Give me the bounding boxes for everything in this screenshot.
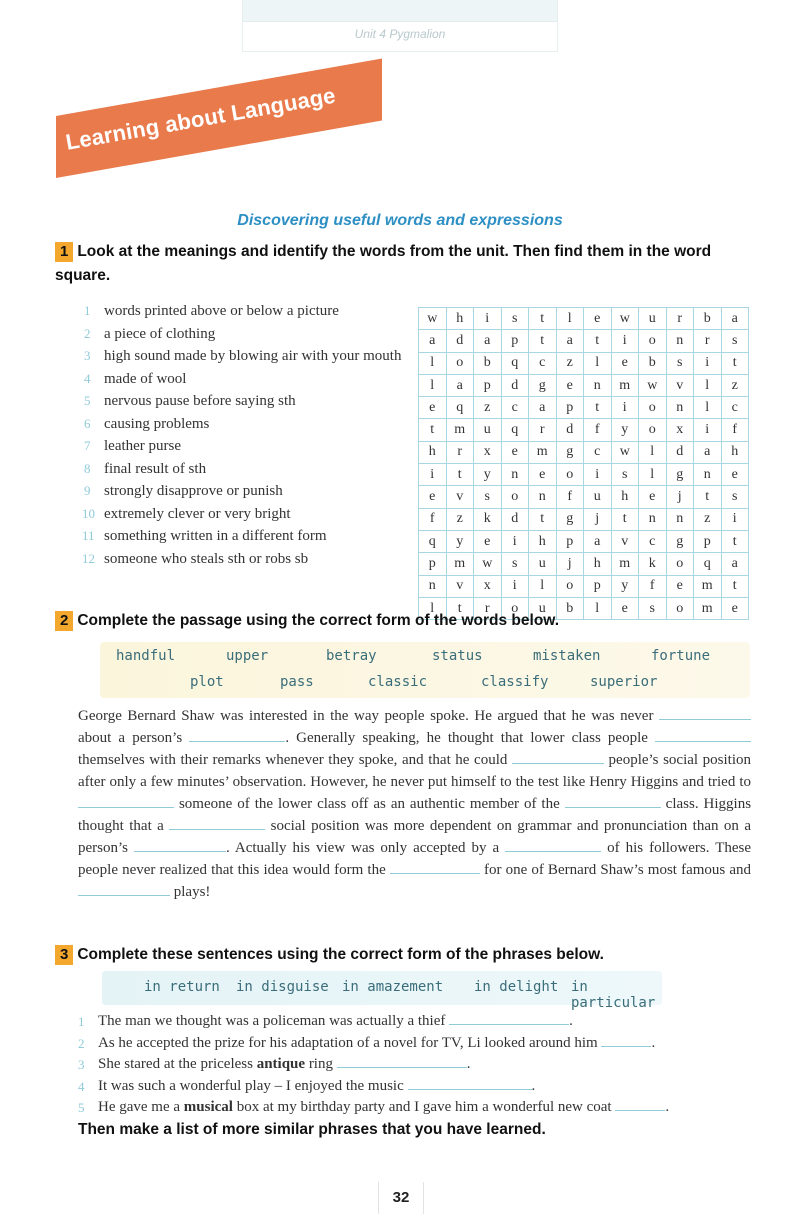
grid-cell[interactable]: n	[584, 374, 612, 396]
grid-cell[interactable]: k	[474, 508, 502, 530]
grid-cell[interactable]: w	[611, 308, 639, 330]
word-bank-item: superior	[590, 674, 658, 690]
grid-cell[interactable]: d	[501, 374, 529, 396]
grid-cell[interactable]: s	[721, 486, 749, 508]
grid-cell[interactable]: l	[639, 441, 667, 463]
grid-cell[interactable]: e	[419, 486, 447, 508]
grid-cell[interactable]: t	[721, 575, 749, 597]
grid-cell[interactable]: e	[721, 597, 749, 619]
word-bank	[100, 642, 750, 698]
grid-cell[interactable]: l	[694, 374, 722, 396]
grid-row	[419, 530, 749, 552]
list-item: 8 final result of sth	[84, 460, 207, 477]
answer-blank[interactable]	[601, 1033, 651, 1047]
grid-cell[interactable]: l	[556, 308, 584, 330]
grid-cell[interactable]: s	[501, 308, 529, 330]
section-subheading: Discovering useful words and expressions	[237, 212, 563, 229]
list-item: 4 It was such a wonderful play – I enjoyed the music .	[78, 1077, 536, 1094]
grid-cell[interactable]: n	[694, 464, 722, 486]
grid-cell[interactable]: h	[584, 553, 612, 575]
grid-cell[interactable]: l	[584, 352, 612, 374]
unit-title: Unit 4 Pygmalion	[354, 27, 446, 41]
grid-cell[interactable]: r	[666, 308, 694, 330]
grid-cell[interactable]: e	[721, 464, 749, 486]
answer-blank[interactable]	[390, 860, 480, 874]
grid-cell[interactable]: s	[474, 486, 502, 508]
grid-cell[interactable]: i	[419, 464, 447, 486]
answer-blank[interactable]	[449, 1011, 569, 1025]
phrase-bank-item: in return	[144, 979, 220, 995]
grid-cell[interactable]: t	[584, 397, 612, 419]
grid-cell[interactable]: e	[639, 486, 667, 508]
grid-cell[interactable]: g	[666, 530, 694, 552]
grid-cell[interactable]: w	[419, 308, 447, 330]
answer-blank[interactable]	[408, 1076, 532, 1090]
grid-cell[interactable]: l	[419, 597, 447, 619]
phrase-bank-item: in particular	[571, 979, 656, 1011]
answer-blank[interactable]	[134, 838, 226, 852]
answer-blank[interactable]	[189, 728, 285, 742]
grid-cell[interactable]: y	[611, 575, 639, 597]
grid-cell[interactable]: m	[446, 553, 474, 575]
grid-cell[interactable]: o	[639, 419, 667, 441]
grid-cell[interactable]: o	[639, 397, 667, 419]
grid-cell[interactable]: n	[666, 397, 694, 419]
grid-row	[419, 374, 749, 396]
grid-cell[interactable]: h	[529, 530, 557, 552]
grid-cell[interactable]: p	[419, 553, 447, 575]
grid-cell[interactable]: l	[529, 575, 557, 597]
grid-cell[interactable]: h	[611, 486, 639, 508]
grid-cell[interactable]: e	[474, 530, 502, 552]
list-item: 2 a piece of clothing	[84, 325, 216, 342]
followup-instruction: Then make a list of more similar phrases that you have learned.	[78, 1121, 546, 1138]
grid-row	[419, 575, 749, 597]
grid-cell[interactable]: l	[419, 352, 447, 374]
grid-cell[interactable]: c	[721, 397, 749, 419]
grid-cell[interactable]: l	[419, 374, 447, 396]
grid-cell[interactable]: h	[721, 441, 749, 463]
grid-cell[interactable]: f	[419, 508, 447, 530]
list-item: 4 made of wool	[84, 370, 187, 387]
question-3-heading	[55, 943, 604, 967]
grid-cell[interactable]: l	[584, 597, 612, 619]
list-item: 11 something written in a different form	[82, 528, 327, 544]
banner-title: Learning about Language	[63, 82, 338, 155]
question-1-heading	[55, 240, 755, 288]
grid-cell[interactable]: a	[419, 330, 447, 352]
answer-blank[interactable]	[78, 794, 174, 808]
word-bank-item: classify	[481, 674, 549, 690]
grid-cell[interactable]: n	[666, 330, 694, 352]
grid-cell[interactable]: n	[419, 575, 447, 597]
list-item: 5 He gave me a musical box at my birthday party and I gave him a wonderful new coat .	[78, 1099, 670, 1115]
grid-cell[interactable]: y	[474, 464, 502, 486]
page-number: 32	[378, 1182, 424, 1214]
grid-cell[interactable]: o	[556, 575, 584, 597]
grid-cell[interactable]: n	[666, 508, 694, 530]
grid-cell[interactable]: a	[694, 441, 722, 463]
word-square	[418, 307, 749, 620]
grid-cell[interactable]: f	[556, 486, 584, 508]
list-item: 1 words printed above or below a picture	[84, 303, 339, 319]
grid-cell[interactable]: e	[611, 352, 639, 374]
grid-cell[interactable]: i	[501, 530, 529, 552]
grid-cell[interactable]: z	[556, 352, 584, 374]
question-number: 2	[55, 611, 73, 631]
grid-cell[interactable]: h	[419, 441, 447, 463]
grid-cell[interactable]: e	[556, 374, 584, 396]
grid-cell[interactable]: g	[529, 374, 557, 396]
word-bank-item: classic	[368, 674, 428, 690]
grid-row	[419, 330, 749, 352]
grid-cell[interactable]: g	[666, 464, 694, 486]
phrase-bank-item: in delight	[474, 979, 559, 995]
grid-cell[interactable]: r	[446, 441, 474, 463]
word-bank-item: betray	[326, 648, 377, 664]
grid-cell[interactable]: s	[639, 597, 667, 619]
grid-cell[interactable]: i	[694, 419, 722, 441]
grid-cell[interactable]: e	[584, 308, 612, 330]
grid-cell[interactable]: o	[501, 486, 529, 508]
grid-cell[interactable]: a	[474, 330, 502, 352]
grid-cell[interactable]: a	[556, 330, 584, 352]
grid-cell[interactable]: z	[474, 397, 502, 419]
grid-row	[419, 352, 749, 374]
grid-cell[interactable]: p	[474, 374, 502, 396]
word-bank-item: handful	[116, 648, 176, 664]
grid-cell[interactable]: i	[721, 508, 749, 530]
grid-cell[interactable]: z	[721, 374, 749, 396]
answer-blank[interactable]	[337, 1054, 467, 1068]
list-item: 7 leather purse	[84, 438, 182, 454]
grid-cell[interactable]: t	[694, 486, 722, 508]
grid-cell[interactable]: c	[584, 441, 612, 463]
grid-cell[interactable]: v	[446, 486, 474, 508]
grid-cell[interactable]: d	[501, 508, 529, 530]
grid-cell[interactable]: o	[639, 330, 667, 352]
grid-cell[interactable]: t	[529, 508, 557, 530]
list-item: 9 strongly disapprove or punish	[84, 483, 283, 499]
meanings-list	[84, 300, 414, 570]
grid-cell[interactable]: s	[611, 464, 639, 486]
grid-cell[interactable]: i	[611, 330, 639, 352]
grid-cell[interactable]: o	[501, 597, 529, 619]
grid-cell[interactable]: q	[419, 530, 447, 552]
grid-cell[interactable]: i	[501, 575, 529, 597]
grid-cell[interactable]: i	[474, 308, 502, 330]
grid-cell[interactable]: n	[501, 464, 529, 486]
grid-cell[interactable]: w	[474, 553, 502, 575]
question-number: 3	[55, 945, 73, 965]
grid-cell[interactable]: z	[694, 508, 722, 530]
grid-cell[interactable]: x	[474, 441, 502, 463]
answer-blank[interactable]	[512, 750, 604, 764]
grid-cell[interactable]: t	[584, 330, 612, 352]
grid-cell[interactable]: x	[474, 575, 502, 597]
grid-cell[interactable]: d	[446, 330, 474, 352]
question-number: 1	[55, 242, 73, 262]
grid-cell[interactable]: d	[556, 419, 584, 441]
answer-blank[interactable]	[78, 882, 170, 896]
grid-cell[interactable]: d	[666, 441, 694, 463]
grid-cell[interactable]: j	[556, 553, 584, 575]
sentence-list	[78, 1011, 753, 1119]
phrase-bank-item: in amazement	[342, 979, 444, 995]
header-strip	[243, 0, 557, 22]
list-item: 10 extremely clever or very bright	[82, 505, 291, 522]
grid-cell[interactable]: i	[694, 352, 722, 374]
grid-cell[interactable]: q	[501, 419, 529, 441]
grid-cell[interactable]: u	[529, 553, 557, 575]
grid-cell[interactable]: f	[639, 575, 667, 597]
grid-cell[interactable]: e	[611, 597, 639, 619]
grid-cell[interactable]: f	[584, 419, 612, 441]
grid-cell[interactable]: o	[666, 597, 694, 619]
phrase-bank	[102, 971, 662, 1011]
grid-cell[interactable]: a	[529, 397, 557, 419]
question-instruction: Complete the passage using the correct form of the words below.	[77, 612, 560, 629]
grid-row	[419, 441, 749, 463]
answer-blank[interactable]	[505, 838, 601, 852]
grid-cell[interactable]: r	[474, 597, 502, 619]
grid-cell[interactable]: y	[446, 530, 474, 552]
grid-cell[interactable]: m	[529, 441, 557, 463]
grid-cell[interactable]: n	[639, 508, 667, 530]
grid-cell[interactable]: b	[556, 597, 584, 619]
list-item: 2 As he accepted the prize for his adaptation of a novel for TV, Li looked around him .	[78, 1034, 656, 1051]
grid-cell[interactable]: l	[694, 397, 722, 419]
grid-cell[interactable]: v	[611, 530, 639, 552]
grid-cell[interactable]: r	[694, 330, 722, 352]
grid-cell[interactable]: y	[611, 419, 639, 441]
grid-cell[interactable]: p	[694, 530, 722, 552]
grid-cell[interactable]: i	[584, 464, 612, 486]
grid-cell[interactable]: m	[694, 597, 722, 619]
grid-cell[interactable]: u	[584, 486, 612, 508]
grid-cell[interactable]: t	[529, 330, 557, 352]
grid-cell[interactable]: s	[666, 352, 694, 374]
section-banner	[56, 82, 382, 190]
grid-row	[419, 419, 749, 441]
grid-cell[interactable]: a	[721, 308, 749, 330]
grid-cell[interactable]: t	[721, 530, 749, 552]
grid-cell[interactable]: s	[501, 553, 529, 575]
grid-cell[interactable]: o	[446, 352, 474, 374]
grid-cell[interactable]: p	[556, 397, 584, 419]
grid-cell[interactable]: t	[721, 352, 749, 374]
passage: George Bernard Shaw was interested in the way people spoke. He argued that he was never about a person’s . Generally speaking, he thought that lower class people themselves with their remarks whenever they spoke, and that he could people’s social position after only a few minutes’ observation. However, he never put himself to the test like Henry Higgins and tried to someone of the lower class off as an authentic member of the class. Higgins thought that a social position was more dependent on grammar and pronunciation than on a person’s . Actually his view was only accepted by a of his followers. These people never realized that this idea would form the for one of Bernard Shaw’s most famous and plays!	[78, 708, 752, 900]
grid-cell[interactable]: v	[446, 575, 474, 597]
grid-cell[interactable]: a	[446, 374, 474, 396]
grid-cell[interactable]: r	[529, 419, 557, 441]
word-bank-item: plot	[190, 674, 224, 690]
grid-row	[419, 464, 749, 486]
question-instruction: Complete these sentences using the correct form of the phrases below.	[77, 946, 604, 963]
answer-blank[interactable]	[615, 1097, 665, 1111]
word-bank-item: fortune	[651, 648, 711, 664]
grid-cell[interactable]: h	[446, 308, 474, 330]
grid-cell[interactable]: t	[446, 464, 474, 486]
grid-cell[interactable]: q	[501, 352, 529, 374]
grid-cell[interactable]: e	[419, 397, 447, 419]
grid-cell[interactable]: f	[721, 419, 749, 441]
word-bank-item: mistaken	[533, 648, 601, 664]
grid-cell[interactable]: p	[501, 330, 529, 352]
grid-cell[interactable]: j	[666, 486, 694, 508]
grid-cell[interactable]: c	[501, 397, 529, 419]
grid-cell[interactable]: j	[584, 508, 612, 530]
grid-cell[interactable]: q	[694, 553, 722, 575]
answer-blank[interactable]	[565, 794, 661, 808]
grid-cell[interactable]: e	[501, 441, 529, 463]
answer-blank[interactable]	[655, 728, 751, 742]
grid-cell[interactable]: o	[666, 553, 694, 575]
grid-cell[interactable]: l	[639, 464, 667, 486]
grid-cell[interactable]: p	[584, 575, 612, 597]
grid-cell[interactable]: c	[529, 352, 557, 374]
grid-cell[interactable]: u	[639, 308, 667, 330]
grid-cell[interactable]: g	[556, 441, 584, 463]
grid-cell[interactable]: o	[556, 464, 584, 486]
grid-cell[interactable]: w	[639, 374, 667, 396]
grid-cell[interactable]: m	[611, 374, 639, 396]
grid-cell[interactable]: b	[694, 308, 722, 330]
word-bank-item: pass	[280, 674, 314, 690]
grid-cell[interactable]: x	[666, 419, 694, 441]
grid-cell[interactable]: u	[474, 419, 502, 441]
grid-cell[interactable]: q	[446, 397, 474, 419]
grid-cell[interactable]: i	[611, 397, 639, 419]
grid-cell[interactable]: k	[639, 553, 667, 575]
grid-cell[interactable]: t	[529, 308, 557, 330]
list-item: 3 She stared at the priceless antique ring .	[78, 1056, 471, 1072]
answer-blank[interactable]	[659, 706, 751, 720]
list-item: 3 high sound made by blowing air with your mouth	[84, 348, 402, 364]
grid-cell[interactable]: g	[556, 508, 584, 530]
grid-row	[419, 397, 749, 419]
phrase-bank-item: in disguise	[236, 979, 329, 995]
grid-cell[interactable]: t	[446, 597, 474, 619]
grid-cell[interactable]: m	[694, 575, 722, 597]
grid-cell[interactable]: m	[611, 553, 639, 575]
list-item: 1 The man we thought was a policeman was actually a thief .	[78, 1013, 573, 1029]
grid-cell[interactable]: w	[611, 441, 639, 463]
grid-cell[interactable]: m	[446, 419, 474, 441]
grid-cell[interactable]: t	[611, 508, 639, 530]
grid-row	[419, 553, 749, 575]
grid-cell[interactable]: t	[419, 419, 447, 441]
list-item: 6 causing problems	[84, 415, 210, 432]
grid-cell[interactable]: b	[639, 352, 667, 374]
grid-cell[interactable]: e	[529, 464, 557, 486]
grid-cell[interactable]: c	[639, 530, 667, 552]
word-bank-item: status	[432, 648, 483, 664]
question-2-heading	[55, 609, 559, 633]
grid-cell[interactable]: v	[666, 374, 694, 396]
grid-cell[interactable]: z	[446, 508, 474, 530]
grid-cell[interactable]: a	[584, 530, 612, 552]
grid-cell[interactable]: p	[556, 530, 584, 552]
answer-blank[interactable]	[169, 816, 265, 830]
grid-row	[419, 486, 749, 508]
grid-row	[419, 308, 749, 330]
grid-cell[interactable]: s	[721, 330, 749, 352]
list-item: 12 someone who steals sth or robs sb	[82, 550, 309, 567]
unit-header-tab	[242, 0, 558, 52]
grid-cell[interactable]: a	[721, 553, 749, 575]
list-item: 5 nervous pause before saying sth	[84, 393, 296, 409]
question-instruction: Look at the meanings and identify the words from the unit. Then find them in the word square.	[55, 243, 712, 284]
word-bank-item: upper	[226, 648, 269, 664]
grid-cell[interactable]: u	[529, 597, 557, 619]
grid-row	[419, 508, 749, 530]
grid-cell[interactable]: n	[529, 486, 557, 508]
grid-cell[interactable]: b	[474, 352, 502, 374]
grid-cell[interactable]: e	[666, 575, 694, 597]
